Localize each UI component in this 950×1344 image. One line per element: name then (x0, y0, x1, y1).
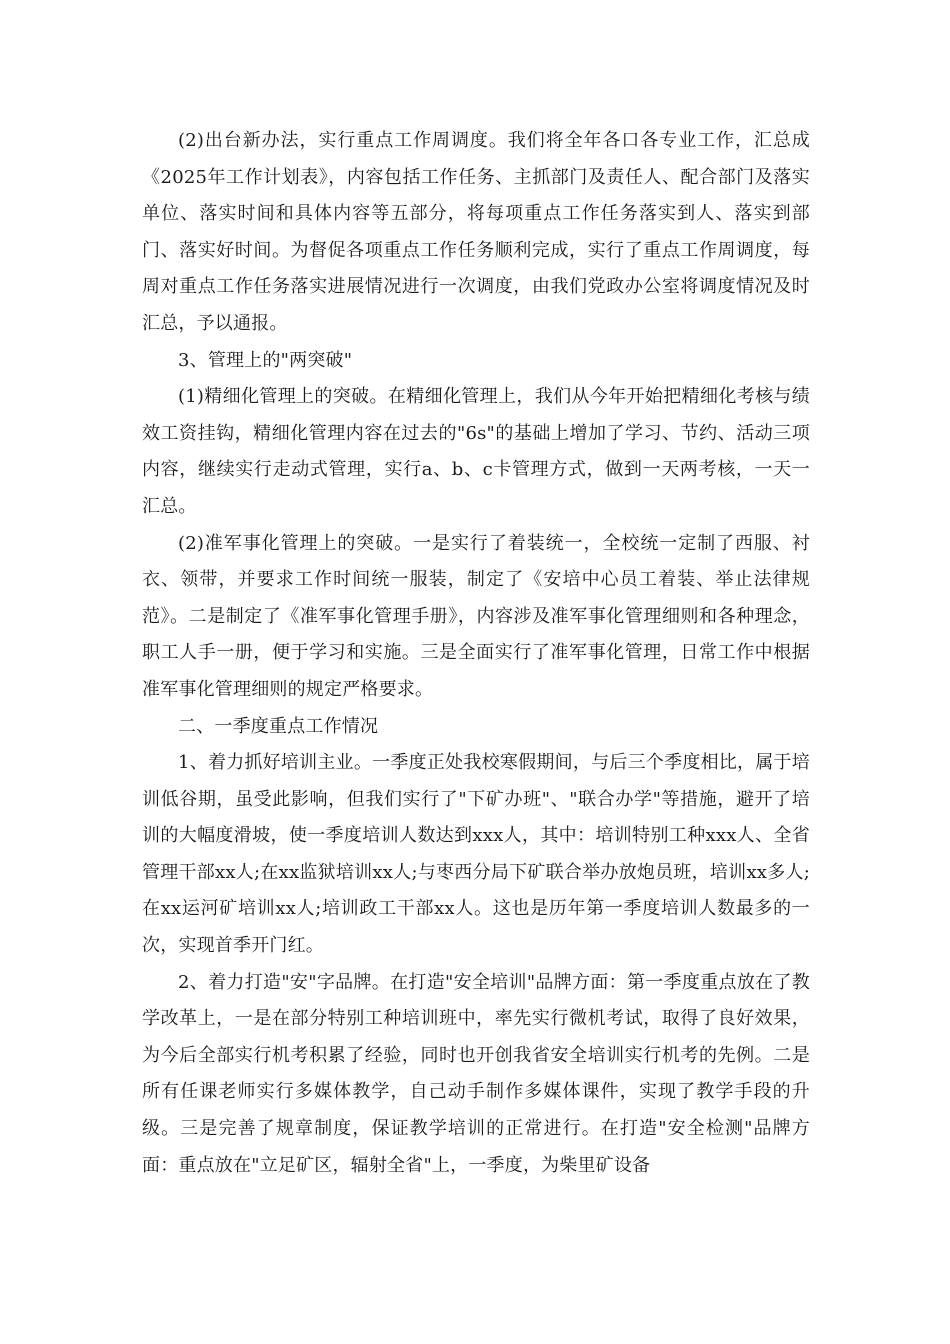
section-heading-q1-work: 二、一季度重点工作情况 (178, 715, 379, 737)
paragraph-safety-brand: 2、着力打造"安"字品牌。在打造"安全培训"品牌方面：第一季度重点放在了教学改革上，一是在部分特别工种培训班中，率先实行微机考试，取得了良好效果，为今后全部实行机考积累了经验，同时也开创我省安全培训实行机考的先例。二是所有任课老师实行多媒体教学，自己动手制作多媒体课件，实现了教学手段的升级。三是完善了规章制度，保证教学培训的正常进行。在打造"安全检测"品牌方面：重点放在"立足矿区，辐射全省"上，一季度，为柴里矿设备 (142, 971, 810, 1176)
paragraph-training: 1、着力抓好培训主业。一季度正处我校寒假期间，与后三个季度相比，属于培训低谷期，虽受此影响，但我们实行了"下矿办班"、"联合办学"等措施，避开了培训的大幅度滑坡，使一季度培训人数达到xxx人，其中：培训特别工种xxx人、全省管理干部xx人;在xx监狱培训xx人;与枣西分局下矿联合举办放炮员班，培训xx多人;在xx运河矿培训xx人;培训政工干部xx人。这也是历年第一季度培训人数最多的一次，实现首季开门红。 (142, 752, 810, 957)
section-heading-management: 3、管理上的"两突破" (178, 349, 353, 371)
paragraph-weekly-scheduling: (2)出台新办法，实行重点工作周调度。我们将全年各口各专业工作，汇总成《2025年工作计划表》，内容包括工作任务、主抓部门及责任人、配合部门及落实单位、落实时间和具体内容等五部分，将每项重点工作任务落实到人、落实到部门、落实好时间。为督促各项重点工作任务顺利完成，实行了重点工作周调度，每周对重点工作任务落实进展情况进行一次调度，由我们党政办公室将调度情况及时汇总，予以通报。 (142, 130, 810, 334)
paragraph-paramilitary-management: (2)准军事化管理上的突破。一是实行了着装统一，全校统一定制了西服、衬衣、领带，并要求工作时间统一服装，制定了《安培中心员工着装、举止法律规范》。二是制定了《准军事化管理手册》，内容涉及准军事化管理细则和各种理念，职工人手一册，便于学习和实施。三是全面实行了准军事化管理，日常工作中根据准军事化管理细则的规定严格要求。 (142, 532, 810, 700)
document-body (142, 123, 810, 1184)
paragraph-refined-management: (1)精细化管理上的突破。在精细化管理上，我们从今年开始把精细化考核与绩效工资挂钩，精细化管理内容在过去的"6s"的基础上增加了学习、节约、活动三项内容，继续实行走动式管理，实行a、b、c卡管理方式，做到一天两考核，一天一汇总。 (142, 386, 810, 517)
